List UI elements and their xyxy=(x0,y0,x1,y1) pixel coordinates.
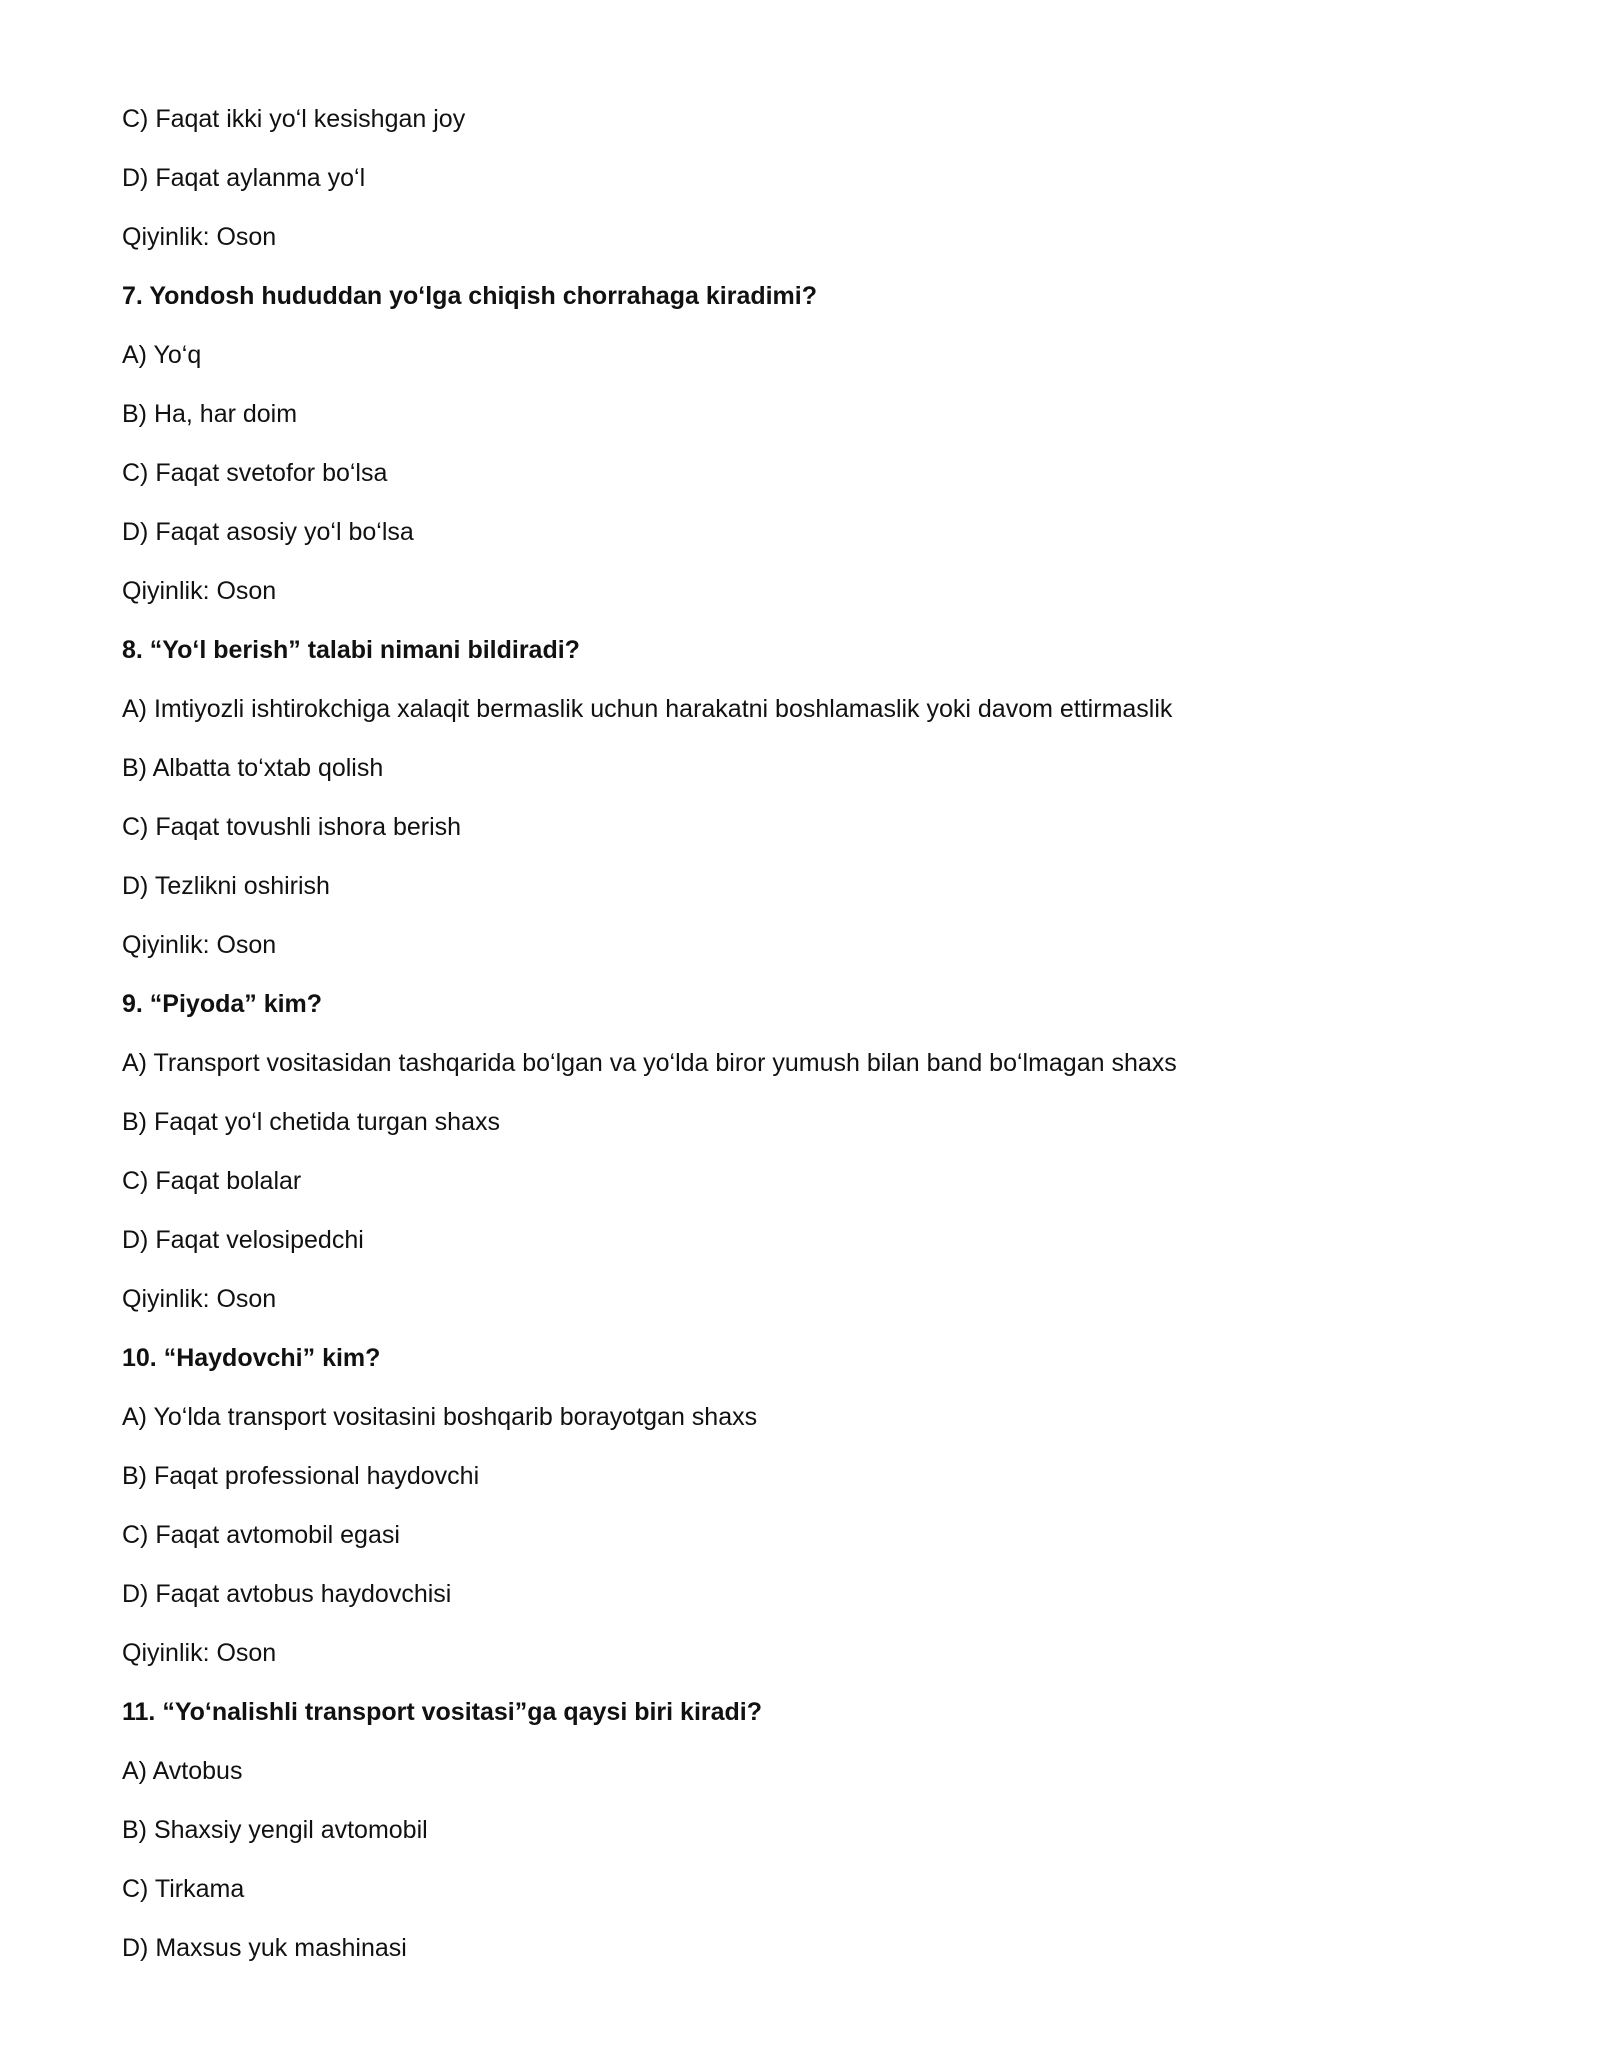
question-text: 8. “Yo‘l berish” talabi nimani bildiradi? xyxy=(122,636,580,664)
difficulty-label: Qiyinlik: Oson xyxy=(122,577,277,605)
question-text: 11. “Yo‘nalishli transport vositasi”ga qaysi biri kiradi? xyxy=(122,1698,763,1726)
answer-option: C) Tirkama xyxy=(122,1875,245,1903)
answer-option: A) Yo‘lda transport vositasini boshqarib borayotgan shaxs xyxy=(122,1403,758,1431)
answer-option: D) Tezlikni oshirish xyxy=(122,872,330,900)
answer-option: C) Faqat tovushli ishora berish xyxy=(122,813,462,841)
answer-option: B) Shaxsiy yengil avtomobil xyxy=(122,1816,428,1844)
answer-option: B) Albatta to‘xtab qolish xyxy=(122,754,384,782)
answer-option: B) Faqat yo‘l chetida turgan shaxs xyxy=(122,1108,500,1136)
answer-option: D) Maxsus yuk mashinasi xyxy=(122,1934,407,1962)
question-text: 7. Yondosh hududdan yo‘lga chiqish chorrahaga kiradimi? xyxy=(122,282,818,310)
question-text: 9. “Piyoda” kim? xyxy=(122,990,323,1018)
question-text: 10. “Haydovchi” kim? xyxy=(122,1344,381,1372)
answer-option: D) Faqat avtobus haydovchisi xyxy=(122,1580,452,1608)
difficulty-label: Qiyinlik: Oson xyxy=(122,1285,277,1313)
answer-option: A) Transport vositasidan tashqarida bo‘lgan va yo‘lda biror yumush bilan band bo‘lmagan shaxs xyxy=(122,1049,1177,1077)
answer-option: D) Faqat asosiy yo‘l bo‘lsa xyxy=(122,518,414,546)
answer-option: A) Yo‘q xyxy=(122,341,202,369)
difficulty-label: Qiyinlik: Oson xyxy=(122,1639,277,1667)
answer-option: D) Faqat aylanma yo‘l xyxy=(122,164,366,192)
difficulty-label: Qiyinlik: Oson xyxy=(122,223,277,251)
answer-option: D) Faqat velosipedchi xyxy=(122,1226,364,1254)
answer-option: C) Faqat avtomobil egasi xyxy=(122,1521,400,1549)
answer-option: A) Avtobus xyxy=(122,1757,243,1785)
answer-option: B) Faqat professional haydovchi xyxy=(122,1462,480,1490)
document-body xyxy=(122,98,1522,1986)
answer-option: B) Ha, har doim xyxy=(122,400,298,428)
answer-option: C) Faqat svetofor bo‘lsa xyxy=(122,459,388,487)
answer-option: C) Faqat ikki yo‘l kesishgan joy xyxy=(122,105,466,133)
answer-option: C) Faqat bolalar xyxy=(122,1167,302,1195)
answer-option: A) Imtiyozli ishtirokchiga xalaqit bermaslik uchun harakatni boshlamaslik yoki davom ettirmaslik xyxy=(122,695,1173,723)
difficulty-label: Qiyinlik: Oson xyxy=(122,931,277,959)
